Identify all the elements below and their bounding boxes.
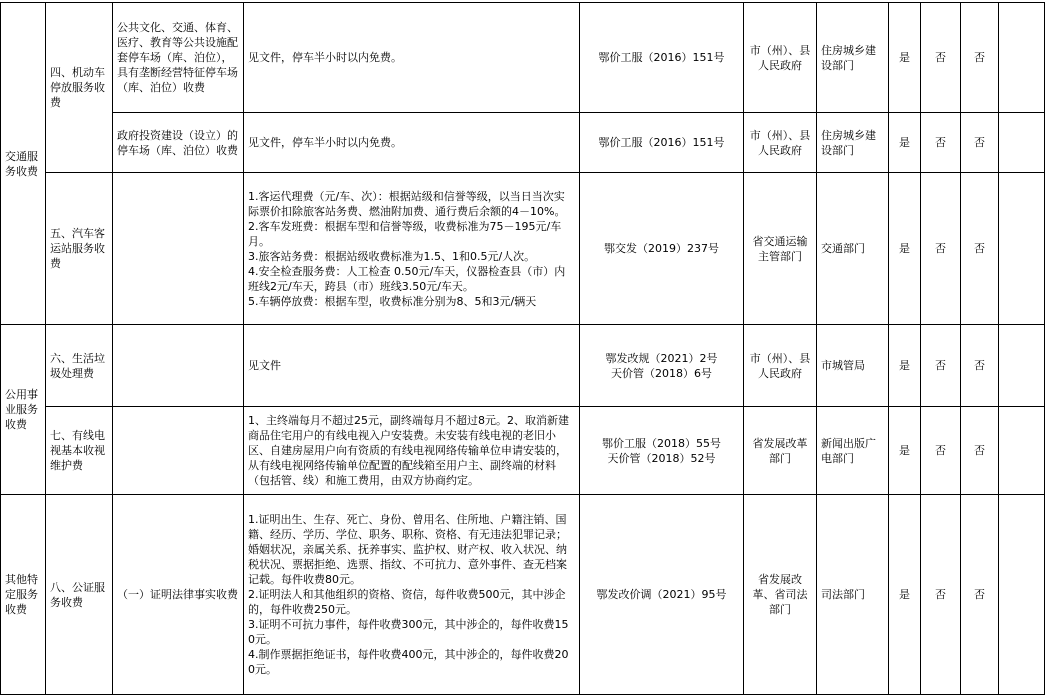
item-cell	[113, 173, 244, 325]
subcategory-cell: 六、生活垃圾处理费	[46, 325, 113, 407]
document-cell: 鄂交发（2019）237号	[580, 173, 744, 325]
flag-cell	[999, 407, 1045, 495]
document-line: 鄂价工服（2018）55号	[602, 436, 721, 450]
flag-cell: 是	[889, 407, 921, 495]
subcategory-cell: 七、有线电视基本收视维护费	[46, 407, 113, 495]
flag-cell	[999, 325, 1045, 407]
table-row	[1, 495, 1045, 695]
document-cell: 鄂价工服（2016）151号	[580, 113, 744, 173]
subcategory-cell: 八、公证服务收费	[46, 495, 113, 695]
document-cell	[580, 407, 744, 495]
department-cell: 交通部门	[817, 173, 889, 325]
authority-cell: 省交通运输主管部门	[744, 173, 817, 325]
authority-cell: 市（州）、县人民政府	[744, 3, 817, 113]
subcategory-cell: 五、汽车客运站服务收费	[46, 173, 113, 325]
department-cell: 住房城乡建设部门	[817, 3, 889, 113]
authority-cell: 省发展改革、省司法部门	[744, 495, 817, 695]
standard-cell	[244, 173, 580, 325]
standard-cell: 见文件，停车半小时以内免费。	[244, 3, 580, 113]
flag-cell: 否	[961, 495, 999, 695]
standard-line: 4.制作票据拒绝证书，每件收费400元，其中涉企的，每件收费200元。	[248, 648, 569, 676]
table-row	[1, 325, 1045, 407]
standard-line: 4.安全检查服务费：人工检查 0.50元/车天，仪器检查县（市）内班线2元/车天，跨县（市）班线3.50元/车天。	[248, 264, 566, 293]
item-cell	[113, 325, 244, 407]
department-cell: 市城管局	[817, 325, 889, 407]
standard-line: 1.证明出生、生存、死亡、身份、曾用名、住所地、户籍注销、国籍、经历、学历、学位、职务、职称、资格、有无违法犯罪记录；婚姻状况，亲属关系、抚养事实、监护权、财产权、收入状况、纳税状况、票据拒绝、选票、指纹、不可抗力、意外事件、查无档案记载。每件收费80元。	[248, 513, 567, 586]
department-cell: 司法部门	[817, 495, 889, 695]
flag-cell	[999, 113, 1045, 173]
flag-cell: 是	[889, 173, 921, 325]
flag-cell: 是	[889, 325, 921, 407]
flag-cell: 否	[921, 325, 961, 407]
item-cell: 政府投资建设（设立）的停车场（库、泊位）收费	[113, 113, 244, 173]
flag-cell: 否	[961, 173, 999, 325]
document-cell: 鄂价工服（2016）151号	[580, 3, 744, 113]
table-row	[1, 3, 1045, 113]
department-cell: 新闻出版广电部门	[817, 407, 889, 495]
standard-line: 3.旅客站务费：根据站级收费标准为1.5、1和0.5元/人次。	[248, 249, 536, 263]
item-cell: （一）证明法律事实收费	[113, 495, 244, 695]
subcategory-cell: 四、机动车停放服务收费	[46, 3, 113, 173]
flag-cell: 否	[921, 407, 961, 495]
table-row	[1, 407, 1045, 495]
flag-cell: 否	[961, 3, 999, 113]
standard-line: 2.客车发班费：根据车型和信誉等级，收费标准为75－195元/车月。	[248, 219, 562, 248]
flag-cell: 否	[961, 407, 999, 495]
flag-cell: 否	[961, 113, 999, 173]
document-line: 天价管（2018）52号	[607, 451, 716, 465]
authority-cell: 市（州）、县人民政府	[744, 325, 817, 407]
standard-line: 5.车辆停放费：根据车型，收费标准分别为8、5和3元/辆天	[248, 294, 537, 308]
standard-line: 3.证明不可抗力事件，每件收费300元，其中涉企的，每件收费150元。	[248, 618, 569, 646]
flag-cell: 是	[889, 113, 921, 173]
table-row	[1, 173, 1045, 325]
document-line: 天价管（2018）6号	[611, 366, 712, 380]
document-cell	[580, 325, 744, 407]
flag-cell	[999, 3, 1045, 113]
flag-cell: 是	[889, 3, 921, 113]
flag-cell: 是	[889, 495, 921, 695]
department-cell: 住房城乡建设部门	[817, 113, 889, 173]
standard-cell	[244, 495, 580, 695]
standard-cell: 1、主终端每月不超过25元，副终端每月不超过8元。2、取消新建商品住宅用户的有线电视入户安装费。未安装有线电视的老旧小区、自建房屋用户向有资质的有线电视网络传输单位申请安装的，从有线电视网络传输单位配置的配线箱至用户主、副终端的材料（包括管、线）和施工费用，由双方协商约定。	[244, 407, 580, 495]
flag-cell	[999, 495, 1045, 695]
flag-cell: 否	[921, 3, 961, 113]
standard-cell: 见文件，停车半小时以内免费。	[244, 113, 580, 173]
fee-table	[0, 2, 1045, 695]
flag-cell: 否	[921, 173, 961, 325]
flag-cell: 否	[921, 113, 961, 173]
flag-cell: 否	[921, 495, 961, 695]
table-row	[1, 113, 1045, 173]
standard-line: 1.客运代理费（元/车、次）：根据站级和信誉等级，以当日当次实际票价扣除旅客站务费、燃油附加费、通行费后余额的4－10%。	[248, 189, 566, 218]
authority-cell: 市（州）、县人民政府	[744, 113, 817, 173]
item-cell	[113, 407, 244, 495]
document-cell: 鄂发改价调（2021）95号	[580, 495, 744, 695]
authority-cell: 省发展改革部门	[744, 407, 817, 495]
category-cell: 交通服务收费	[1, 3, 46, 325]
document-line: 鄂发改规（2021）2号	[605, 351, 718, 365]
category-cell: 公用事业服务收费	[1, 325, 46, 495]
item-cell: 公共文化、交通、体育、医疗、教育等公共设施配套停车场（库、泊位），具有垄断经营特征停车场（库、泊位）收费	[113, 3, 244, 113]
flag-cell: 否	[961, 325, 999, 407]
standard-cell: 见文件	[244, 325, 580, 407]
standard-line: 2.证明法人和其他组织的资格、资信，每件收费500元，其中涉企的，每件收费250元。	[248, 588, 566, 616]
category-cell: 其他特定服务收费	[1, 495, 46, 695]
flag-cell	[999, 173, 1045, 325]
